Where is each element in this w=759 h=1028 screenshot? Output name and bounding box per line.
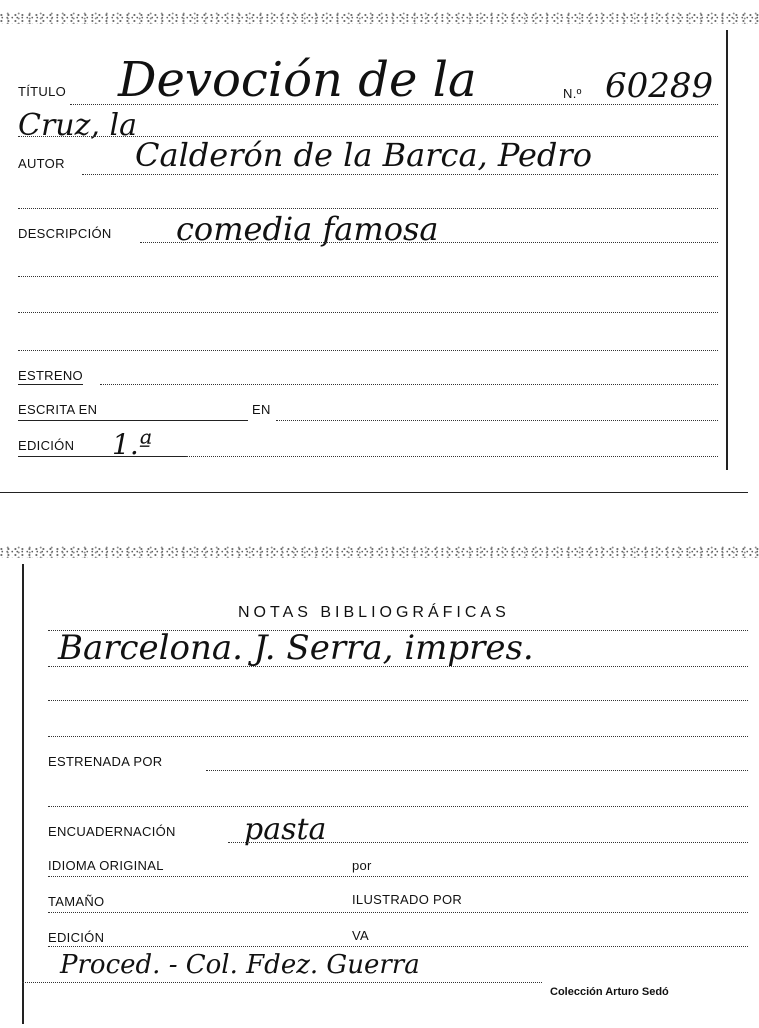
descripcion-label: DESCRIPCIÓN: [18, 226, 112, 241]
edicion-handwritten: 1.ª: [112, 428, 153, 461]
titulo-label: TÍTULO: [18, 84, 67, 99]
descripcion-line-2: [18, 276, 718, 277]
va-label: VA: [352, 928, 369, 943]
edicion-label: EDICIÓN: [48, 930, 105, 945]
autor-handwritten: Calderón de la Barca, Pedro: [135, 136, 592, 174]
edicion-underline: [18, 456, 186, 457]
card-border-bottom: [0, 492, 748, 493]
notas-bibliograficas-title: NOTAS BIBLIOGRÁFICAS: [238, 604, 510, 621]
autor-label: AUTOR: [18, 156, 65, 171]
notas-line-4: [48, 736, 748, 737]
blank-line: [18, 208, 718, 209]
encuadernacion-handwritten: pasta: [244, 812, 327, 847]
torn-edge: [0, 546, 759, 558]
edicion-line: [48, 946, 748, 947]
numero-handwritten: 60289: [605, 66, 714, 106]
blank-line: [48, 806, 748, 807]
en-label: EN: [252, 402, 271, 417]
card-border-right: [726, 30, 728, 470]
catalog-card-back: [0, 528, 759, 1028]
ilustrado-por-label: ILUSTRADO POR: [352, 892, 463, 907]
escrita-en-underline: [18, 420, 248, 421]
collection-colophon: Colección Arturo Sedó: [550, 986, 669, 998]
notas-line-3: [48, 700, 748, 701]
estrenada-por-label: ESTRENADA POR: [48, 754, 163, 769]
torn-edge: [0, 12, 759, 24]
procedencia-line: [22, 982, 542, 983]
estrenada-por-line: [206, 770, 748, 771]
tamano-label: TAMAÑO: [48, 894, 105, 909]
titulo-line: [70, 104, 718, 105]
descripcion-line: [140, 242, 718, 243]
catalog-card-front: [0, 0, 759, 494]
card-border-left: [22, 564, 24, 1024]
escrita-en-label: ESCRITA EN: [18, 402, 98, 417]
descripcion-line-4: [18, 350, 718, 351]
notas-line-2: [48, 666, 748, 667]
en-line: [276, 420, 718, 421]
edicion-line: [186, 456, 718, 457]
edicion-label: EDICIÓN: [18, 438, 75, 453]
encuadernacion-label: ENCUADERNACIÓN: [48, 824, 176, 839]
por-label: por: [352, 858, 372, 873]
numero-label: N.º: [563, 86, 582, 101]
estreno-line: [100, 384, 718, 385]
idioma-original-label: IDIOMA ORIGINAL: [48, 858, 164, 873]
autor-line: [82, 174, 718, 175]
tamano-line: [48, 912, 748, 913]
titulo-handwritten-line2: Cruz, la: [18, 108, 137, 143]
descripcion-line-3: [18, 312, 718, 313]
titulo-handwritten-line1: Devoción de la: [118, 52, 477, 108]
idioma-line: [48, 876, 748, 877]
procedencia-handwritten: Proced. - Col. Fdez. Guerra: [60, 950, 420, 980]
descripcion-handwritten: comedia famosa: [176, 210, 439, 248]
notas-handwritten: Barcelona. J. Serra, impres.: [58, 628, 534, 668]
encuadernacion-line: [228, 842, 748, 843]
estreno-label: ESTRENO: [18, 368, 83, 383]
